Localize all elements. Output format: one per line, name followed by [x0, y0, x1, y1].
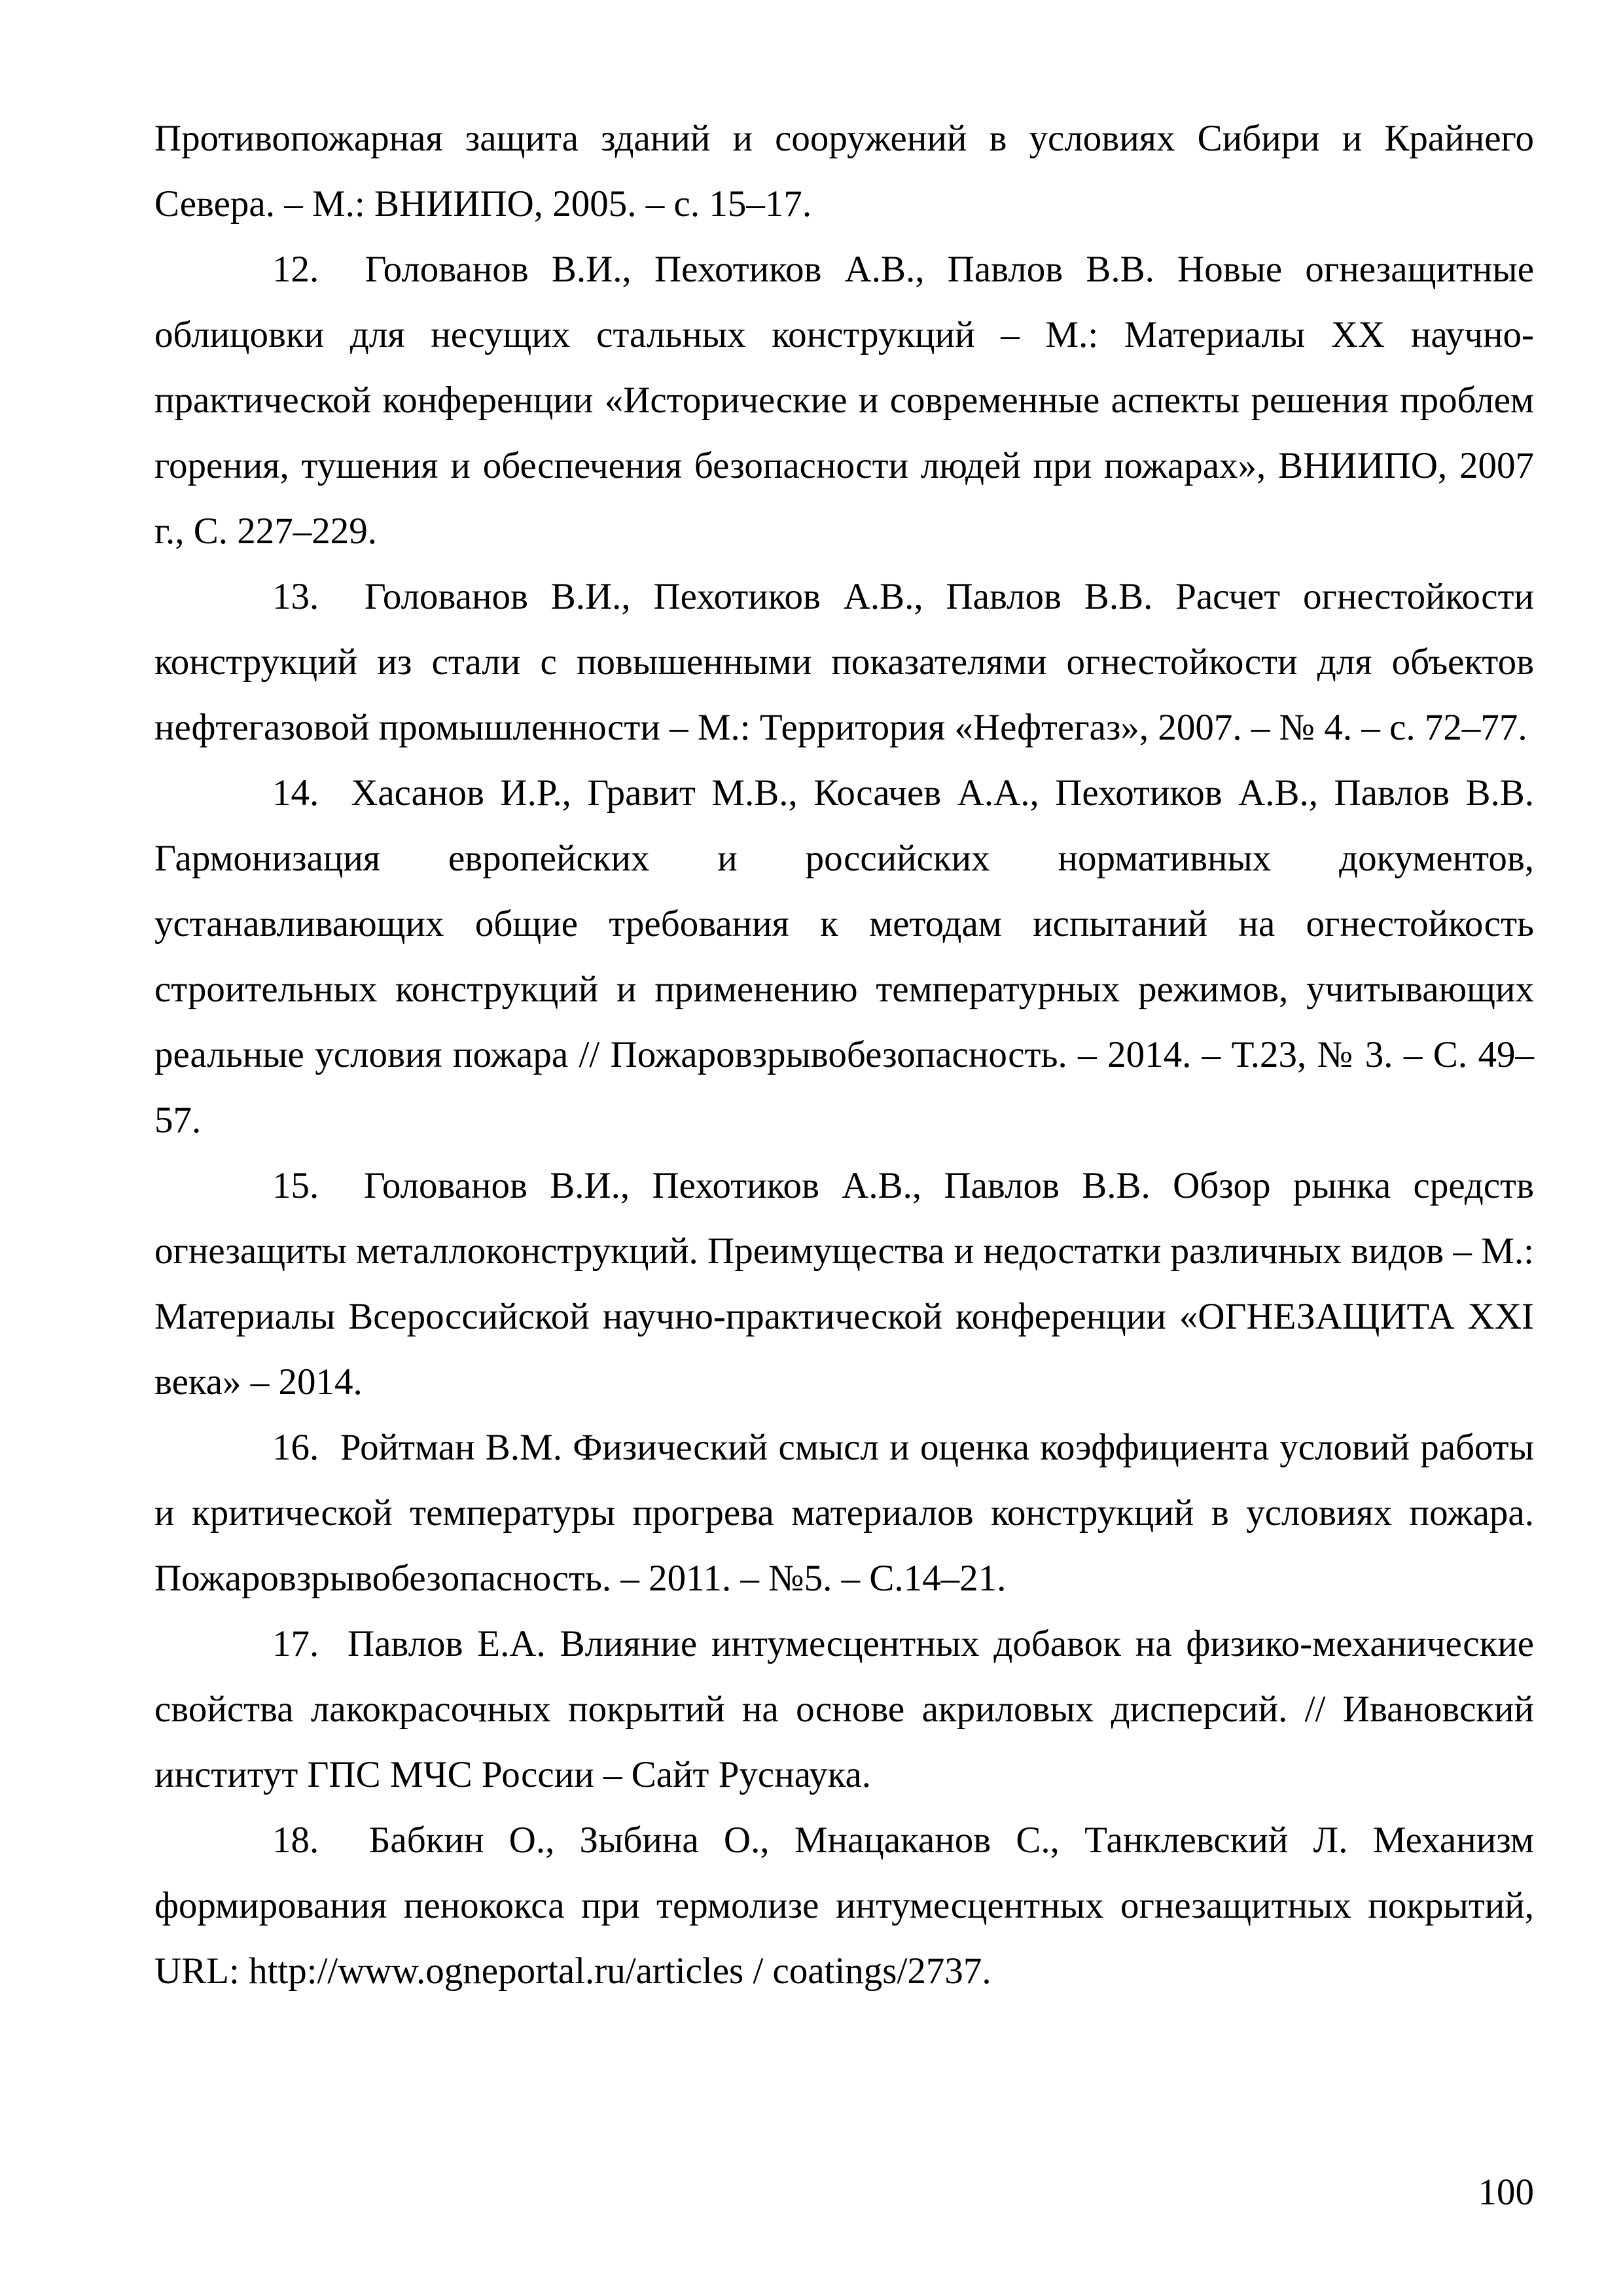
reference-text: Ройтман В.М. Физический смысл и оценка коэффициента условий работы и критической температуры прогрева материалов конструкций в условиях пожара. Пожаровзрывобезопасность. – 2011. – №5. – С.14–21. [154, 1427, 1535, 1599]
reference-item [154, 1808, 1534, 2004]
reference-item [154, 564, 1534, 761]
reference-number: 13. [272, 576, 319, 617]
reference-number: 14. [272, 772, 319, 814]
reference-item [154, 761, 1534, 1153]
reference-continuation: Противопожарная защита зданий и сооружений в условиях Сибири и Крайнего Севера. – М.: ВНИИПО, 2005. – с. 15–17. [154, 118, 1534, 224]
reference-text: Хасанов И.Р., Гравит М.В., Косачев А.А., Пехотиков А.В., Павлов В.В. Гармонизация европейских и российских нормативных документов, устанавливающих общие требования к методам испытаний на огнестойкость строительных конструкций и применению температурных режимов, учитывающих реальные условия пожара // Пожаровзрывобезопасность. – 2014. – Т.23, № 3. – С. 49–57. [154, 772, 1534, 1141]
reference-item [154, 1153, 1534, 1415]
reference-number: 18. [272, 1820, 319, 1861]
reference-number: 16. [272, 1427, 319, 1468]
page-number: 100 [1478, 2172, 1534, 2213]
bibliography-text [154, 106, 1534, 2004]
reference-text: Голованов В.И., Пехотиков А.В., Павлов В.В. Расчет огнестойкости конструкций из стали с повышенными показателями огнестойкости для объектов нефтегазовой промышленности – М.: Территория «Нефтегаз», 2007. – № 4. – с. 72–77. [154, 576, 1535, 748]
reference-text: Голованов В.И., Пехотиков А.В., Павлов В.В. Обзор рынка средств огнезащиты металлоконструкций. Преимущества и недостатки различных видов – М.: Материалы Всероссийской научно-практической конференции «ОГНЕЗАЩИТА XXI века» – 2014. [154, 1165, 1535, 1403]
reference-item [154, 1415, 1534, 1611]
reference-item [154, 237, 1534, 564]
reference-number: 17. [272, 1623, 319, 1664]
reference-number: 15. [272, 1165, 319, 1206]
reference-text: Бабкин О., Зыбина О., Мнацаканов С., Танклевский Л. Механизм формирования пенококса при термолизе интумесцентных огнезащитных покрытий, URL: http://www.ogneportal.ru/articles / coatings/2737. [154, 1820, 1535, 1992]
reference-text: Голованов В.И., Пехотиков А.В., Павлов В.В. Новые огнезащитные облицовки для несущих стальных конструкций – М.: Материалы XX научно-практической конференции «Исторические и современные аспекты решения проблем горения, тушения и обеспечения безопасности людей при пожарах», ВНИИПО, 2007 г., С. 227–229. [154, 249, 1534, 552]
reference-text: Павлов Е.А. Влияние интумесцентных добавок на физико-механические свойства лакокрасочных покрытий на основе акриловых дисперсий. // Ивановский институт ГПС МЧС России – Сайт Руснаука. [154, 1623, 1535, 1795]
reference-item [154, 1611, 1534, 1808]
reference-number: 12. [272, 249, 319, 290]
